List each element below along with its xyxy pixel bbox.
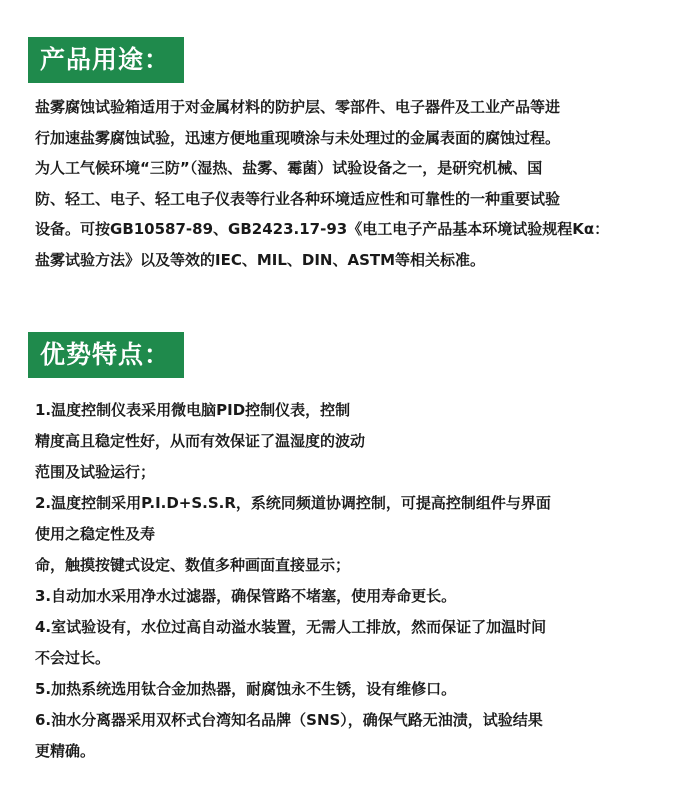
feature-line: 5.加热系统选用钛合金加热器，耐腐蚀永不生锈，设有维修口。	[35, 680, 457, 698]
usage-line: 行加速盐雾腐蚀试验，迅速方便地重现喷涂与未处理过的金属表面的腐蚀过程。	[35, 128, 561, 147]
feature-line: 使用之稳定性及寿	[35, 525, 156, 543]
feature-line: 2.温度控制采用P.I.D+S.S.R，系统同频道协调控制，可提高控制组件与界面	[35, 494, 551, 512]
feature-line: 更精确。	[35, 742, 96, 760]
usage-paragraph	[35, 92, 675, 275]
feature-line: 3.自动加水采用净水过滤器，确保管路不堵塞，使用寿命更长。	[35, 587, 457, 605]
feature-line: 不会过长。	[35, 649, 111, 667]
usage-section-title: 产品用途：	[28, 37, 184, 83]
feature-line: 4.室试验设有，水位过高自动溢水装置，无需人工排放，然而保证了加温时间	[35, 618, 547, 636]
features-list	[35, 395, 675, 767]
usage-line: 防、轻工、电子、轻工电子仪表等行业各种环境适应性和可靠性的一种重要试验	[35, 189, 561, 208]
feature-line: 6.油水分离器采用双杯式台湾知名品牌（SNS），确保气路无油渍，试验结果	[35, 711, 543, 729]
feature-line: 1.温度控制仪表采用微电脑PID控制仪表，控制	[35, 401, 351, 419]
feature-line: 范围及试验运行；	[35, 463, 156, 481]
feature-line: 命，触摸按键式设定、数值多种画面直接显示；	[35, 556, 351, 574]
usage-line: 为人工气候环境“三防”（湿热、盐雾、霉菌）试验设备之一，是研究机械、国	[35, 159, 543, 177]
usage-line: 盐雾试验方法》以及等效的IEC、MIL、DIN、ASTM等相关标准。	[35, 250, 486, 269]
features-section-title: 优势特点：	[28, 332, 184, 378]
usage-line: 设备。可按GB10587-89、GB2423.17-93《电工电子产品基本环境试验规程Kα：	[35, 220, 610, 238]
feature-line: 精度高且稳定性好，从而有效保证了温湿度的波动	[35, 432, 366, 450]
usage-line: 盐雾腐蚀试验箱适用于对金属材料的防护层、零部件、电子器件及工业产品等进	[35, 98, 561, 116]
